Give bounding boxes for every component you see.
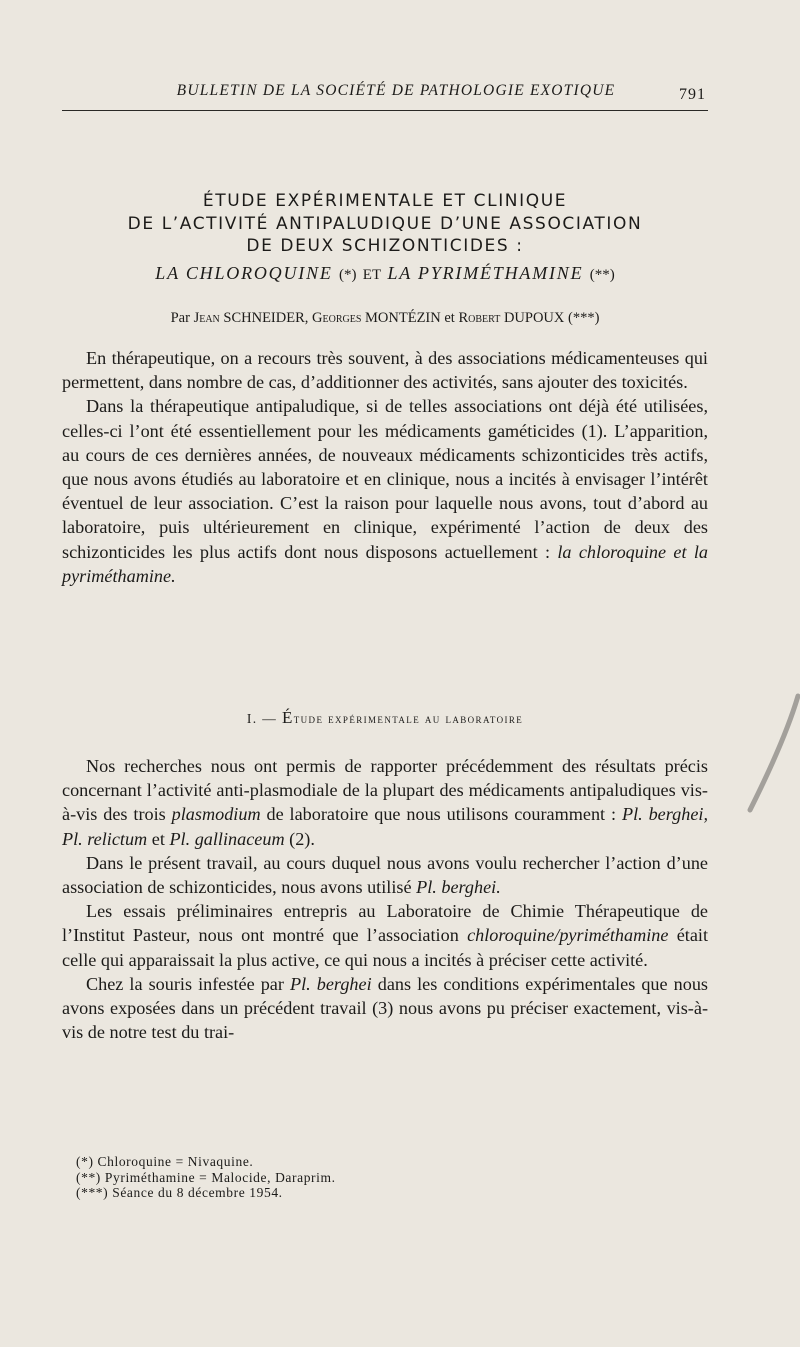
author-note: (***) [567, 310, 600, 326]
lab-p1-italic-3: Pl. gallinaceum [169, 828, 285, 849]
author-2-first: Georges [312, 310, 362, 326]
lab-p3-text-b: était celle qui apparaissait la plus active, ce qui nous a incités à préciser cette activité. [62, 925, 708, 970]
lab-p1-italic-2: Pl. berghei, Pl. relictum [62, 804, 709, 849]
footnote-3-mark: (***) [76, 1185, 109, 1200]
intro-paragraph-1: En thérapeutique, on a recours très souvent, à des associations médicamenteuses qui permettent, dans nombre de cas, d’additionner des activités, sans ajouter des toxicités. [62, 348, 708, 393]
author-3-last: DUPOUX [503, 310, 565, 326]
author-2-last: MONTÉZIN [365, 310, 441, 326]
lab-p1-text-a: Nos recherches nous ont permis de rapporter précédemment des résultats précis concernant l’activité anti-plasmodiale de la plupart des médicaments antipaludiques vis-à-vis des trois [62, 756, 708, 825]
author-line [62, 310, 708, 327]
author-3-first: Robert [458, 310, 501, 326]
footnotes [76, 1154, 636, 1201]
footnote-1-mark: (*) [76, 1154, 94, 1169]
title-conjunction: ET [362, 266, 382, 283]
lab-p2-italic: Pl. berghei. [416, 877, 501, 898]
footnote-3 [76, 1185, 636, 1201]
intro-paragraph-2 [62, 394, 708, 588]
journal-title: BULLETIN DE LA SOCIÉTÉ DE PATHOLOGIE EXOTIQUE [176, 82, 616, 99]
article-title [62, 190, 708, 288]
lab-p2-text: Dans le présent travail, au cours duquel nous avons voulu rechercher l’action d’une association de schizonticides, nous avons utilisé [62, 852, 708, 898]
lab-paragraph-1 [62, 754, 708, 851]
pencil-mark [700, 690, 800, 830]
lab-p4-italic: Pl. berghei [290, 973, 372, 994]
lab-paragraph-4 [62, 972, 708, 1045]
section-title: tude expérimentale au laboratoire [293, 711, 524, 726]
title-drugs [62, 260, 708, 288]
title-note-2: (**) [589, 266, 615, 283]
footnote-2-mark: (**) [76, 1169, 101, 1185]
running-head [62, 82, 708, 111]
authors-and: et [444, 310, 455, 326]
title-note-1: (*) [338, 266, 357, 283]
lab-p1-text-c: et [151, 828, 165, 849]
author-1-last: SCHNEIDER, [223, 310, 309, 326]
title-line-2: DE L’ACTIVITÉ ANTIPALUDIQUE D’UNE ASSOCIATION [127, 213, 643, 234]
author-1-first: Jean [193, 310, 220, 326]
lab-p4-text-a: Chez la souris infestée par [86, 973, 284, 994]
section-heading-1 [62, 708, 708, 728]
section-initial: É [281, 708, 294, 727]
footnote-1-text: Chloroquine = Nivaquine. [97, 1154, 254, 1169]
intro-p2-drugs: la chloroquine et la pyriméthamine. [62, 541, 709, 586]
lab-p3-italic: chloroquine/pyriméthamine [467, 925, 669, 946]
title-line-3: DE DEUX SCHIZONTICIDES : [246, 236, 524, 256]
lab-p1-italic-1: plasmodium [171, 804, 261, 825]
lab-p1-text-d: (2). [289, 828, 315, 849]
lab-section [62, 754, 708, 1044]
title-drug-1: LA CHLOROQUINE [155, 262, 333, 283]
intro-section [62, 346, 708, 588]
title-line-1: ÉTUDE EXPÉRIMENTALE ET CLINIQUE [202, 191, 568, 211]
lab-p1-text-b: de laboratoire que nous utilisons couramment : [266, 804, 617, 825]
page-number: 791 [679, 86, 706, 103]
footnote-3-text: Séance du 8 décembre 1954. [112, 1185, 283, 1200]
lab-paragraph-3 [62, 899, 708, 972]
section-number: I. — [246, 711, 278, 726]
lab-p3-text-a: Les essais préliminaires entrepris au Laboratoire de Chimie Thérapeutique de l’Institut Pasteur, nous ont montré que l’association [62, 901, 708, 946]
lab-p4-text-b: dans les conditions expérimentales que nous avons exposées dans un précédent travail (3) nous avons pu préciser exactement, vis-à-vis de notre test du trai- [62, 973, 709, 1043]
footnote-2 [76, 1170, 636, 1186]
intro-p2-text: Dans la thérapeutique antipaludique, si de telles associations ont déjà été utilisées, celles-ci l’ont été essentiellement pour les médicaments gaméticides (1). L’apparition, au cours de ces dernières années, de nouveaux médicaments schizonticides très actifs, que nous avons étudiés au laboratoire et en clinique, nous a incités à envisager l’intérêt éventuel de leur association. C’est la raison pour laquelle nous avons, tout d’abord au laboratoire, puis ultérieurement en clinique, expérimenté l’action de deux des schizonticides les plus actifs dont nous disposons actuellement : [62, 396, 708, 562]
lab-paragraph-2 [62, 851, 708, 899]
footnote-1 [76, 1154, 636, 1170]
footnote-2-text: Pyriméthamine = Malocide, Daraprim. [104, 1169, 336, 1185]
authors-by: Par [170, 310, 190, 326]
title-drug-2: LA PYRIMÉTHAMINE [387, 262, 584, 283]
